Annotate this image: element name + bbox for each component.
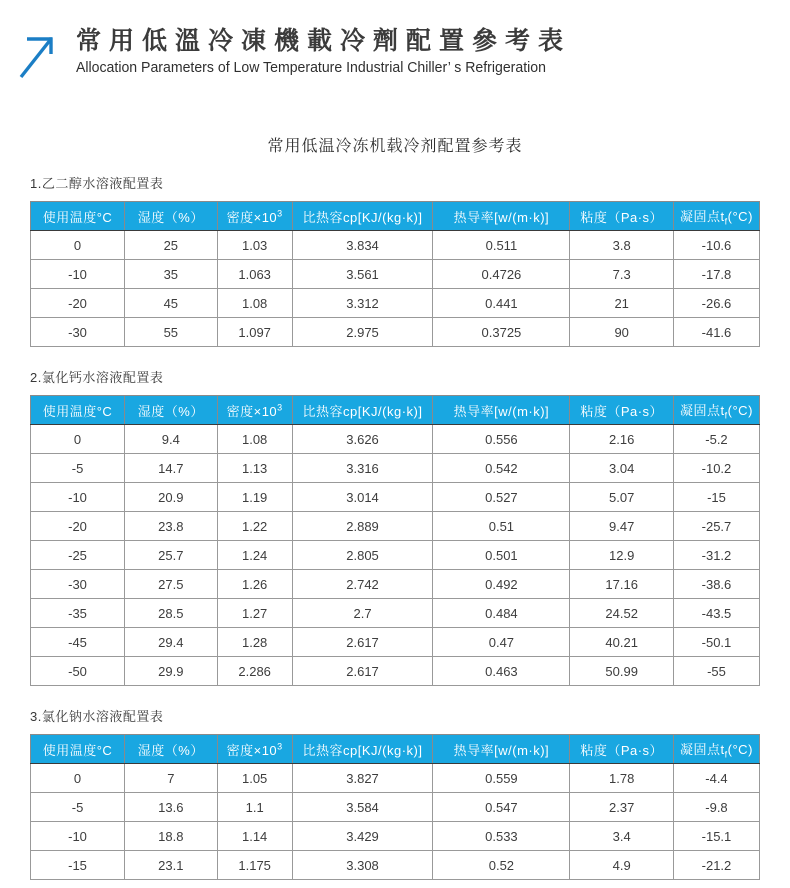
table-row [31,628,760,657]
table-header [31,735,760,764]
table-cell: -10 [31,483,125,512]
column-header: 比热容cp[KJ/(kg·k)] [292,202,433,231]
table-cell: 3.584 [292,793,433,822]
column-header: 热导率[w/(m·k)] [433,396,570,425]
table-cell: -30 [31,570,125,599]
table-cell: 18.8 [125,822,218,851]
table-row [31,599,760,628]
column-header: 粘度（Pa·s） [570,735,674,764]
table-row [31,541,760,570]
table-cell: 17.16 [570,570,674,599]
table-cell: 2.617 [292,628,433,657]
table-cell: 1.1 [217,793,292,822]
column-header: 比热容cp[KJ/(kg·k)] [292,735,433,764]
column-header: 粘度（Pa·s） [570,202,674,231]
page-header [0,0,790,81]
table-cell: 29.9 [125,657,218,686]
table-cell: -50 [31,657,125,686]
column-header: 热导率[w/(m·k)] [433,202,570,231]
table-cell: 3.561 [292,260,433,289]
table-cell: -5 [31,793,125,822]
table-cell: 23.8 [125,512,218,541]
table-cell: 13.6 [125,793,218,822]
table-cell: 3.014 [292,483,433,512]
header-row [31,202,760,231]
table-cell: 1.27 [217,599,292,628]
table-cell: 20.9 [125,483,218,512]
table-cell: 1.08 [217,425,292,454]
table-cell: -21.2 [673,851,759,880]
table-cell: 5.07 [570,483,674,512]
table-cell: 14.7 [125,454,218,483]
column-header: 湿度（%） [125,396,218,425]
table-cell: 24.52 [570,599,674,628]
arrow-up-right-icon [18,31,60,81]
table-cell: 2.805 [292,541,433,570]
table-cell: 2.37 [570,793,674,822]
column-header: 湿度（%） [125,735,218,764]
table-cell: 9.47 [570,512,674,541]
header-row [31,735,760,764]
table-body [31,425,760,686]
table-cell: 29.4 [125,628,218,657]
calcium-chloride-solution-table [30,395,760,686]
table-cell: 3.4 [570,822,674,851]
table-cell: 3.429 [292,822,433,851]
table-row [31,231,760,260]
page-title: 常用低溫冷凍機載冷劑配置參考表 [76,27,572,55]
table-cell: 0.47 [433,628,570,657]
table-cell: 0.463 [433,657,570,686]
table-cell: -5 [31,454,125,483]
table-cell: 25 [125,231,218,260]
glycol-solution-table [30,201,760,347]
table-row [31,764,760,793]
table-cell: -15 [31,851,125,880]
table-cell: 1.063 [217,260,292,289]
column-header: 使用温度°C [31,735,125,764]
table-cell: 23.1 [125,851,218,880]
table-cell: -50.1 [673,628,759,657]
table-cell: -25.7 [673,512,759,541]
table-body [31,764,760,880]
table-cell: 0.533 [433,822,570,851]
table-cell: 2.617 [292,657,433,686]
table-cell: 1.78 [570,764,674,793]
table-cell: 45 [125,289,218,318]
content-area [30,133,760,880]
table-cell: -25 [31,541,125,570]
table-cell: -10 [31,260,125,289]
table-cell: 2.742 [292,570,433,599]
table-cell: 1.03 [217,231,292,260]
column-header: 密度$\times 10^3$ [217,735,292,764]
table-cell: 3.834 [292,231,433,260]
table-cell: -35 [31,599,125,628]
table-cell: 0.441 [433,289,570,318]
table-cell: -26.6 [673,289,759,318]
table-cell: -20 [31,512,125,541]
table-cell: -10.2 [673,454,759,483]
table-cell: -10 [31,822,125,851]
table-cell: -15 [673,483,759,512]
table-cell: -10.6 [673,231,759,260]
table-cell: 0 [31,231,125,260]
table-cell: 3.312 [292,289,433,318]
table-cell: 0.4726 [433,260,570,289]
table-cell: 3.308 [292,851,433,880]
table-cell: 2.286 [217,657,292,686]
table-row [31,793,760,822]
table-cell: 55 [125,318,218,347]
table-cell: 1.08 [217,289,292,318]
table-cell: 0.52 [433,851,570,880]
table-cell: 0.511 [433,231,570,260]
table-cell: 0.492 [433,570,570,599]
table-cell: 0.51 [433,512,570,541]
table-cell: 1.14 [217,822,292,851]
table-cell: -20 [31,289,125,318]
table-cell: 0 [31,425,125,454]
header-row [31,396,760,425]
table-row [31,289,760,318]
table-cell: -4.4 [673,764,759,793]
table-row [31,570,760,599]
table-cell: 1.05 [217,764,292,793]
table-cell: 7.3 [570,260,674,289]
table-header [31,396,760,425]
section-label-calcium-chloride: 2.氯化钙水溶液配置表 [30,370,164,385]
table-row [31,512,760,541]
column-header: 湿度（%） [125,202,218,231]
table-row [31,657,760,686]
table-cell: 0 [31,764,125,793]
table-cell: -41.6 [673,318,759,347]
table-cell: -15.1 [673,822,759,851]
table-row [31,454,760,483]
document-title: 常用低温冷冻机载冷剂配置参考表 [267,138,523,155]
table-cell: 1.097 [217,318,292,347]
table-cell: 3.04 [570,454,674,483]
sodium-chloride-solution-table [30,734,760,880]
table-cell: 1.13 [217,454,292,483]
table-cell: 12.9 [570,541,674,570]
column-header: 凝固点$t_f(^\circ C)$ [673,202,759,231]
table-cell: 0.3725 [433,318,570,347]
table-cell: 28.5 [125,599,218,628]
table-cell: 0.484 [433,599,570,628]
table-cell: 90 [570,318,674,347]
table-cell: -38.6 [673,570,759,599]
table-cell: 50.99 [570,657,674,686]
table-row [31,425,760,454]
table-cell: 1.28 [217,628,292,657]
page-subtitle: Allocation Parameters of Low Temperature Industrial Chiller’ s Refrigeration [76,58,546,76]
table-cell: 21 [570,289,674,318]
table-row [31,851,760,880]
table-row [31,822,760,851]
table-cell: 1.19 [217,483,292,512]
column-header: 凝固点$t_f(^\circ C)$ [673,735,759,764]
table-header [31,202,760,231]
table-cell: 0.556 [433,425,570,454]
table-cell: 1.26 [217,570,292,599]
table-cell: 0.547 [433,793,570,822]
table-cell: 25.7 [125,541,218,570]
table-cell: 0.559 [433,764,570,793]
table-cell: 1.175 [217,851,292,880]
table-row [31,483,760,512]
column-header: 粘度（Pa·s） [570,396,674,425]
column-header: 凝固点$t_f(^\circ C)$ [673,396,759,425]
table-cell: 3.626 [292,425,433,454]
table-cell: 3.316 [292,454,433,483]
table-cell: -55 [673,657,759,686]
table-cell: -45 [31,628,125,657]
column-header: 密度$\times 10^3$ [217,202,292,231]
table-cell: 2.16 [570,425,674,454]
table-cell: 0.501 [433,541,570,570]
table-cell: 2.975 [292,318,433,347]
table-cell: 4.9 [570,851,674,880]
table-cell: 3.8 [570,231,674,260]
table-body [31,231,760,347]
table-cell: 1.22 [217,512,292,541]
table-cell: -9.8 [673,793,759,822]
brand-text-block [76,27,576,76]
table-cell: -43.5 [673,599,759,628]
section-label-glycol: 1.乙二醇水溶液配置表 [30,176,164,191]
column-header: 使用温度°C [31,202,125,231]
table-cell: -5.2 [673,425,759,454]
column-header: 使用温度°C [31,396,125,425]
table-cell: 9.4 [125,425,218,454]
table-cell: -31.2 [673,541,759,570]
table-cell: 40.21 [570,628,674,657]
table-cell: 35 [125,260,218,289]
table-row [31,318,760,347]
column-header: 比热容cp[KJ/(kg·k)] [292,396,433,425]
table-cell: -17.8 [673,260,759,289]
table-cell: 7 [125,764,218,793]
table-cell: 0.527 [433,483,570,512]
column-header: 密度$\times 10^3$ [217,396,292,425]
table-cell: 27.5 [125,570,218,599]
table-cell: 2.889 [292,512,433,541]
table-row [31,260,760,289]
table-cell: 0.542 [433,454,570,483]
table-cell: 3.827 [292,764,433,793]
section-label-sodium-chloride: 3.氯化钠水溶液配置表 [30,709,164,724]
table-cell: -30 [31,318,125,347]
table-cell: 2.7 [292,599,433,628]
column-header: 热导率[w/(m·k)] [433,735,570,764]
table-cell: 1.24 [217,541,292,570]
